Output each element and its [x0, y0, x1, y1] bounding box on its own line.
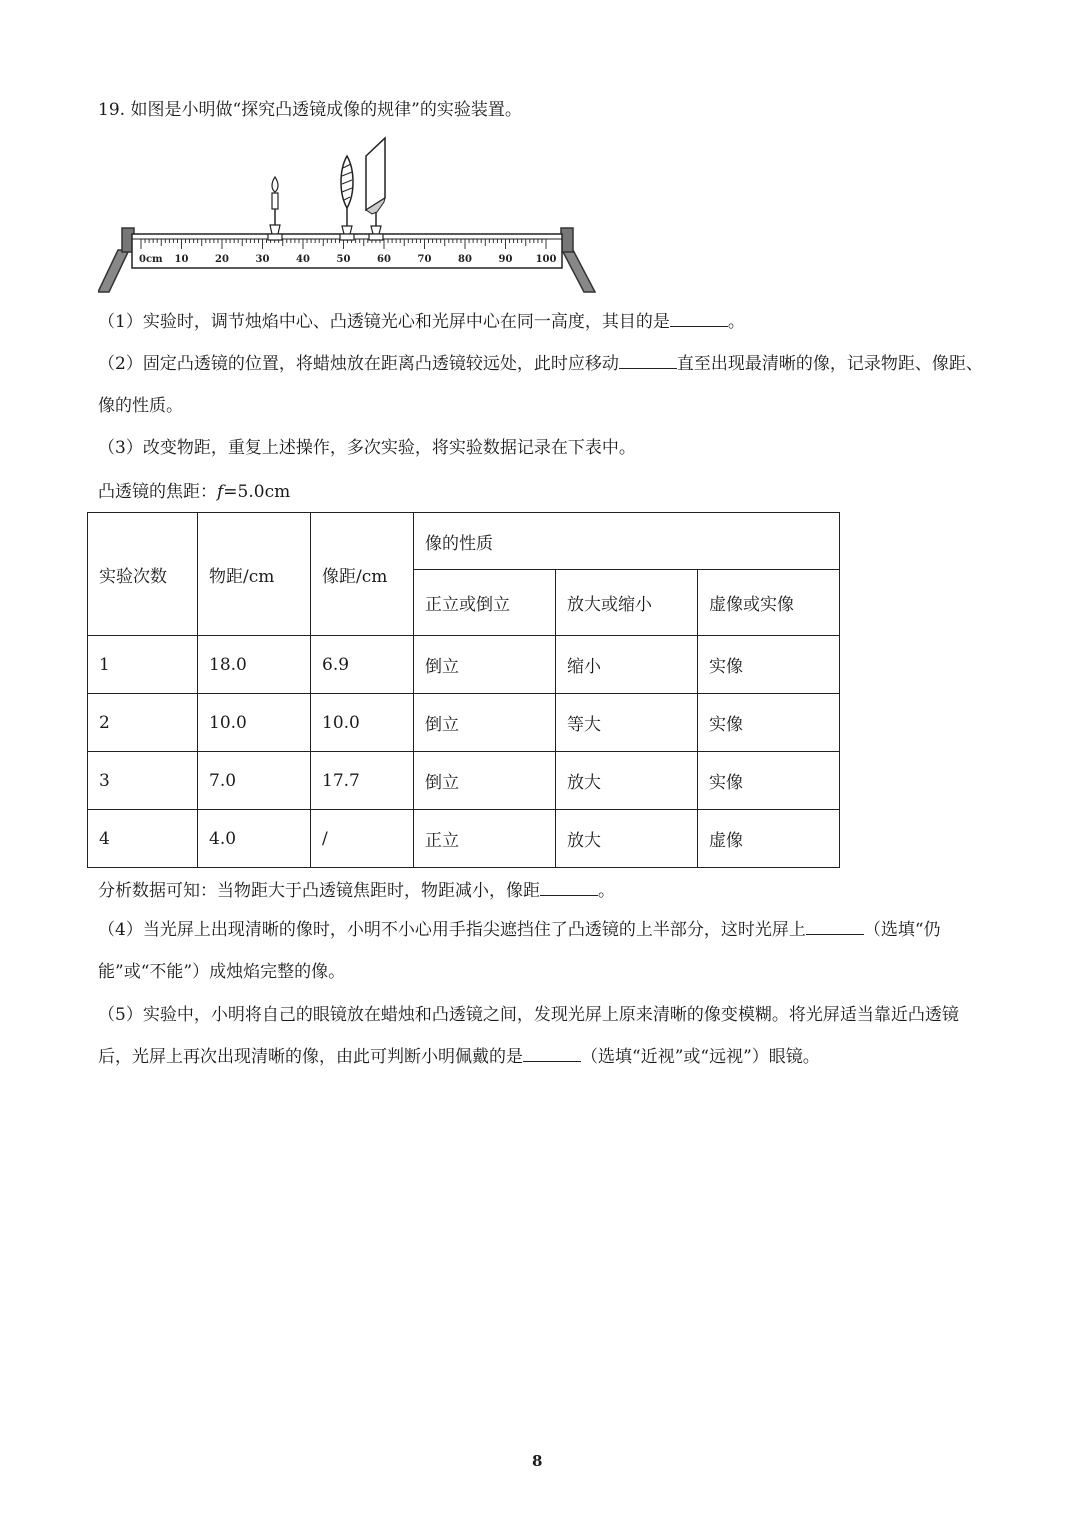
- cell-size: 缩小: [556, 636, 698, 694]
- header-trial: 实验次数: [88, 513, 198, 636]
- focal-symbol: f: [217, 482, 224, 502]
- cell-upright: 倒立: [414, 636, 556, 694]
- table-row: [88, 810, 840, 868]
- ruler-label: 10: [174, 254, 189, 265]
- cell-image-distance: 10.0: [311, 694, 414, 752]
- ruler-label: 50: [336, 254, 351, 265]
- part-4-text: （4）当光屏上出现清晰的像时，小明不小心用手指尖遮挡住了凸透镜的上半部分，这时光屏上: [98, 920, 806, 940]
- cell-object-distance: 7.0: [198, 752, 311, 810]
- part-4-text-end: （选填“仍能”或“不能”）成烛焰完整的像。: [98, 920, 941, 982]
- ruler-label: 100: [535, 254, 557, 265]
- part-1: [98, 301, 984, 343]
- part-2: [98, 343, 984, 427]
- cell-trial: 1: [88, 636, 198, 694]
- cell-kind: 实像: [698, 694, 840, 752]
- experiment-table: [87, 512, 840, 868]
- ruler-label: 30: [255, 254, 270, 265]
- analysis-end: 。: [598, 881, 615, 901]
- header-kind: 虚像或实像: [698, 570, 840, 636]
- cell-upright: 倒立: [414, 694, 556, 752]
- cell-object-distance: 4.0: [198, 810, 311, 868]
- convex-lens: [340, 156, 354, 240]
- focal-length-line: [98, 481, 290, 503]
- part-2-text: （2）固定凸透镜的位置，将蜡烛放在距离凸透镜较远处，此时应移动: [98, 354, 619, 374]
- table-row: [88, 636, 840, 694]
- cell-image-distance: 6.9: [311, 636, 414, 694]
- focal-value: =5.0cm: [223, 482, 291, 502]
- part-1-text: （1）实验时，调节烛焰中心、凸透镜光心和光屏中心在同一高度，其目的是: [98, 312, 670, 332]
- ruler-label: 60: [377, 254, 391, 265]
- analysis-text: 分析数据可知：当物距大于凸透镜焦距时，物距减小，像距: [98, 881, 540, 901]
- answer-blank-5[interactable]: [523, 1043, 581, 1062]
- answer-blank-1[interactable]: [670, 308, 728, 327]
- header-upright: 正立或倒立: [414, 570, 556, 636]
- part-2-text-end: 直至出现最清晰的像，记录物距、像距、像的性质。: [98, 354, 983, 416]
- part-3: （3）改变物距，重复上述操作，多次实验，将实验数据记录在下表中。: [98, 438, 636, 458]
- ruler-label: 40: [296, 254, 310, 265]
- header-image-nature: 像的性质: [414, 513, 840, 570]
- cell-kind: 实像: [698, 636, 840, 694]
- cell-size: 放大: [556, 752, 698, 810]
- cell-size: 放大: [556, 810, 698, 868]
- ruler-label: 80: [458, 254, 472, 265]
- cell-object-distance: 18.0: [198, 636, 311, 694]
- cell-image-distance: 17.7: [311, 752, 414, 810]
- header-size: 放大或缩小: [556, 570, 698, 636]
- focal-label: 凸透镜的焦距：: [98, 482, 217, 502]
- page-number: 8: [532, 1452, 543, 1470]
- part-5: [98, 994, 984, 1078]
- cell-kind: 虚像: [698, 810, 840, 868]
- table-header-row: [88, 513, 840, 570]
- answer-blank-3[interactable]: [540, 877, 598, 896]
- cell-trial: 4: [88, 810, 198, 868]
- ruler-label: 90: [498, 254, 513, 265]
- cell-trial: 2: [88, 694, 198, 752]
- cell-object-distance: 10.0: [198, 694, 311, 752]
- part-4: [98, 909, 984, 993]
- part-1-end: 。: [727, 312, 745, 332]
- table-row: [88, 752, 840, 810]
- header-object-distance: 物距/cm: [198, 513, 311, 636]
- optical-bench-figure: [98, 130, 618, 300]
- candle: [268, 177, 282, 240]
- cell-size: 等大: [556, 694, 698, 752]
- part-5-text-end: （选填“近视”或“远视”）眼镜。: [581, 1047, 820, 1067]
- cell-upright: 正立: [414, 810, 556, 868]
- question-title: 19. 如图是小明做“探究凸透镜成像的规律”的实验装置。: [98, 100, 522, 120]
- cell-trial: 3: [88, 752, 198, 810]
- analysis-line: [98, 877, 615, 902]
- cell-image-distance: /: [311, 810, 414, 868]
- answer-blank-4[interactable]: [806, 916, 864, 935]
- ruler-label: 70: [417, 254, 432, 265]
- ruler-label: 0cm: [139, 254, 163, 265]
- part-5-text: （5）实验中，小明将自己的眼镜放在蜡烛和凸透镜之间，发现光屏上原来清晰的像变模糊。将光屏适当靠近凸透镜后，光屏上再次出现清晰的像，由此可判断小明佩戴的是: [98, 1005, 959, 1067]
- header-image-distance: 像距/cm: [311, 513, 414, 636]
- cell-kind: 实像: [698, 752, 840, 810]
- table-row: [88, 694, 840, 752]
- light-screen: [366, 138, 385, 240]
- cell-upright: 倒立: [414, 752, 556, 810]
- answer-blank-2[interactable]: [619, 350, 677, 369]
- ruler-label: 20: [215, 254, 229, 265]
